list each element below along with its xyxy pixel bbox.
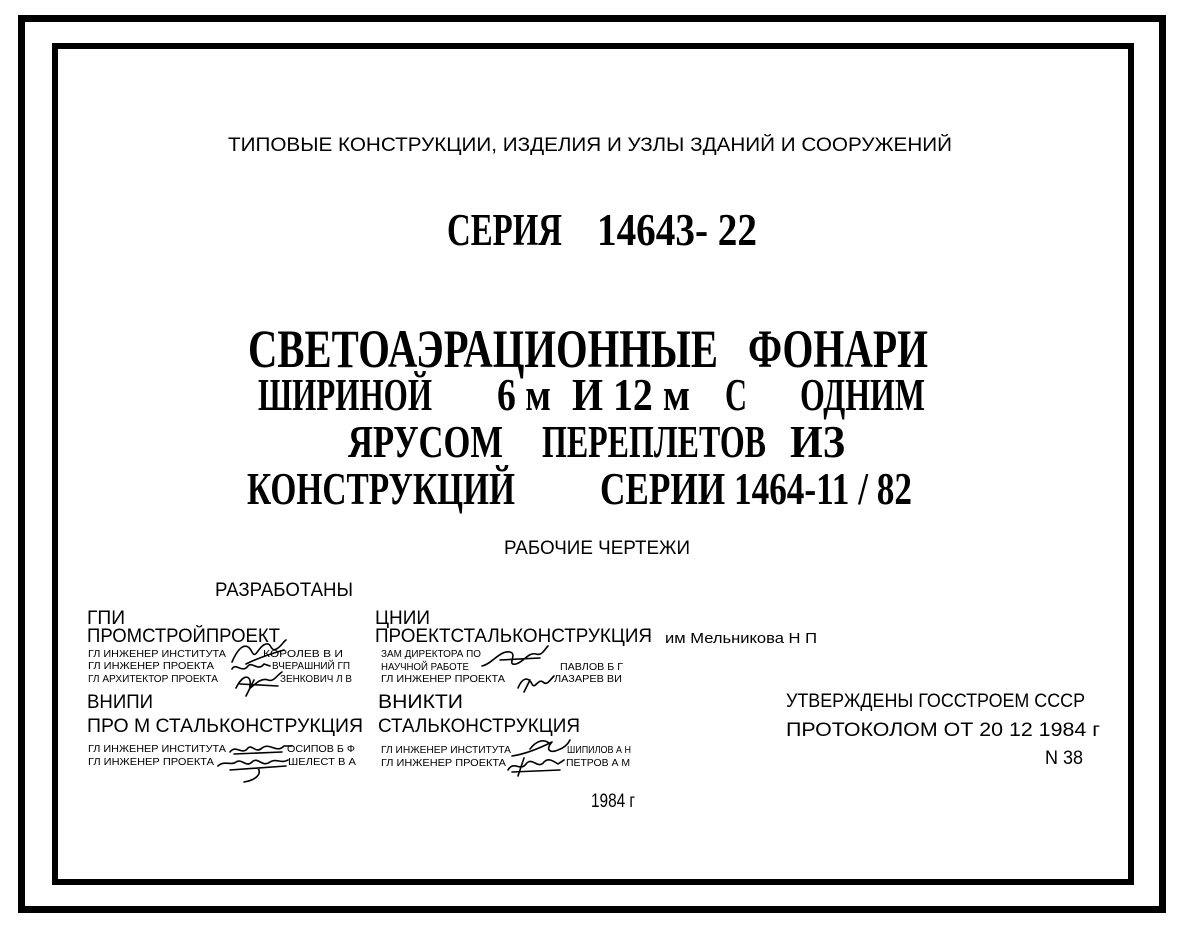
org-4-signatory-1-person: ШИПИЛОВ А Н <box>567 745 631 756</box>
title-line-2-part-5: ОДНИМ <box>800 369 926 420</box>
org-4-short-name: ВНИКТИ <box>378 692 463 713</box>
title-line-2-part-3: И 12 м <box>572 369 691 420</box>
approval-line-1: УТВЕРЖДЕНЫ ГОССТРОЕМ СССР <box>786 691 1086 712</box>
approval-protocol-number: N 38 <box>1045 748 1084 769</box>
document-type: РАБОЧИЕ ЧЕРТЕЖИ <box>504 538 690 559</box>
title-line-2-part-4: С <box>725 369 748 420</box>
title-line-2-part-1: ШИРИНОЙ <box>258 369 433 420</box>
series-number: 14643- 22 <box>597 205 757 255</box>
approval-line-2: ПРОТОКОЛОМ ОТ 20 12 1984 г <box>786 720 1101 741</box>
org-2-signatory-1-role-cont: НАУЧНОЙ РАБОТЕ <box>381 662 469 673</box>
org-2-signatory-2-role: ГЛ ИНЖЕНЕР ПРОЕКТА <box>381 674 505 685</box>
org-2-name-suffix: им Мельникова Н П <box>665 630 817 647</box>
org-2-signatory-1-person: ПАВЛОВ Б Г <box>560 662 624 673</box>
title-line-3-part-2: ПЕРЕПЛЕТОВ <box>542 416 766 467</box>
title-line-4-part-2: СЕРИИ 1464-11 / 82 <box>600 463 912 514</box>
org-1-signatory-3-person: ЗЕНКОВИЧ Л В <box>280 674 352 685</box>
org-3-signatory-2-person: ШЕЛЕСТ В А <box>288 757 356 768</box>
org-2-signatory-2-person: ЛАЗАРЕВ ВИ <box>554 674 623 685</box>
org-2-short-name: ЦНИИ <box>375 608 431 629</box>
org-1-signatory-1-person: КОРОЛЕВ В И <box>263 649 343 660</box>
org-4-signatory-2-person: ПЕТРОВ А М <box>566 758 631 769</box>
org-3-signatory-2-role: ГЛ ИНЖЕНЕР ПРОЕКТА <box>88 757 214 768</box>
org-3-short-name: ВНИПИ <box>87 692 154 713</box>
title-line-2-part-2: 6 м <box>497 369 551 420</box>
title-line-1-part-1: СВЕТОАЭРАЦИОННЫЕ <box>248 319 718 379</box>
title-line-3-part-1: ЯРУСОМ <box>348 416 503 467</box>
series-category-header: ТИПОВЫЕ КОНСТРУКЦИИ, ИЗДЕЛИЯ И УЗЛЫ ЗДАНИЙ И СООРУЖЕНИЙ <box>228 135 952 156</box>
org-3-signatory-1-role: ГЛ ИНЖЕНЕР ИНСТИТУТА <box>88 744 226 755</box>
org-1-signatory-1-role: ГЛ ИНЖЕНЕР ИНСТИТУТА <box>88 649 226 660</box>
series-label: СЕРИЯ <box>447 205 563 255</box>
developed-by-heading: РАЗРАБОТАНЫ <box>215 580 353 601</box>
org-1-signatory-2-role: ГЛ ИНЖЕНЕР ПРОЕКТА <box>88 661 214 672</box>
org-1-short-name: ГПИ <box>87 608 126 629</box>
title-line-1-part-2: ФОНАРИ <box>748 319 928 379</box>
org-3-name: ПРО М СТАЛЬКОНСТРУКЦИЯ <box>87 716 363 737</box>
org-2-name: ПРОЕКТСТАЛЬКОНСТРУКЦИЯ <box>375 626 653 647</box>
org-1-name: ПРОМСТРОЙПРОЕКТ <box>87 626 281 647</box>
org-4-signatory-2-role: ГЛ ИНЖЕНЕР ПРОЕКТА <box>381 758 507 769</box>
title-line-4-part-1: КОНСТРУКЦИЙ <box>247 463 515 514</box>
title-line-3-part-3: ИЗ <box>790 416 845 467</box>
org-2-signatory-1-role: ЗАМ ДИРЕКТОРА ПО <box>381 649 482 660</box>
org-1-signatory-2-person: ВЧЕРАШНИЙ ГП <box>272 661 350 672</box>
org-4-name: СТАЛЬКОНСТРУКЦИЯ <box>378 716 581 737</box>
org-1-signatory-3-role: ГЛ АРХИТЕКТОР ПРОЕКТА <box>88 674 218 685</box>
publication-year: 1984 г <box>591 791 636 812</box>
org-4-signatory-1-role: ГЛ ИНЖЕНЕР ИНСТИТУТА <box>381 745 511 756</box>
org-3-signatory-1-person: ОСИПОВ Б Ф <box>287 744 356 755</box>
